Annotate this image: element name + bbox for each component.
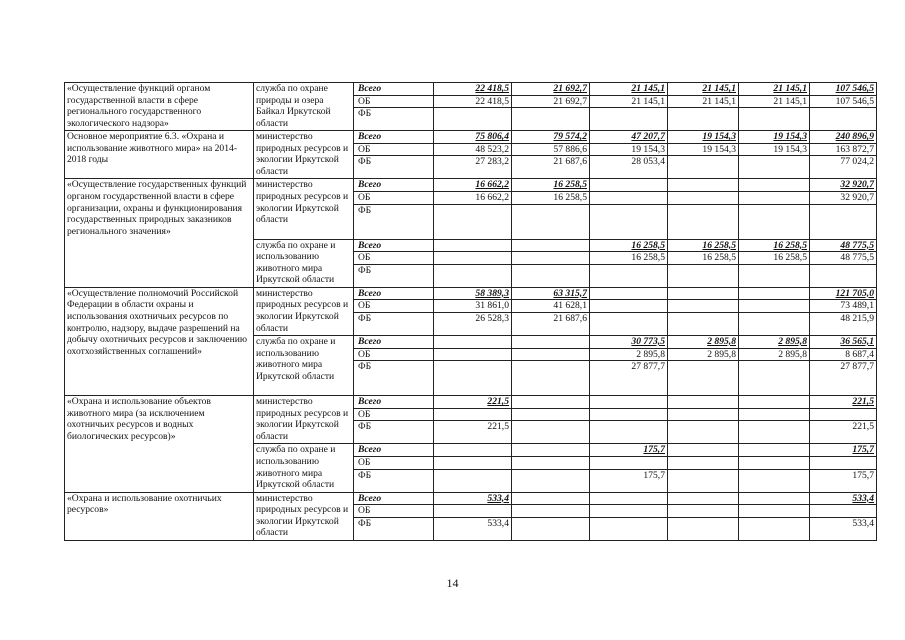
amount-cell <box>512 421 590 444</box>
amount-cell <box>434 361 512 396</box>
executor-cell: министерство природных ресурсов и экологии Иркутской области <box>254 131 354 179</box>
amount-cell <box>590 264 668 287</box>
amount-cell: 16 258,5 <box>590 239 668 252</box>
amount-cell: 21 687,6 <box>512 312 590 335</box>
amount-cell: 30 773,5 <box>590 335 668 348</box>
table-row <box>65 287 877 300</box>
funding-source-cell: ОБ <box>354 505 434 518</box>
amount-cell <box>512 517 590 540</box>
amount-cell <box>512 469 590 492</box>
amount-cell: 21 145,1 <box>739 95 810 108</box>
executor-cell: служба по охране природы и озера Байкал Иркутской области <box>254 83 354 131</box>
amount-cell: 175,7 <box>590 469 668 492</box>
executor-cell: министерство природных ресурсов и экологии Иркутской области <box>254 287 354 335</box>
total-amount-cell: 77 024,2 <box>810 156 877 179</box>
amount-cell <box>512 505 590 518</box>
total-amount-cell: 48 775,5 <box>810 239 877 252</box>
amount-cell: 19 154,3 <box>668 143 739 156</box>
amount-cell <box>590 396 668 409</box>
amount-cell <box>739 312 810 335</box>
amount-cell: 16 258,5 <box>590 252 668 265</box>
total-amount-cell: 163 872,7 <box>810 143 877 156</box>
amount-cell: 16 258,5 <box>739 239 810 252</box>
total-amount-cell: 73 489,1 <box>810 300 877 313</box>
amount-cell <box>434 239 512 252</box>
amount-cell <box>739 179 810 192</box>
amount-cell <box>512 492 590 505</box>
amount-cell <box>668 505 739 518</box>
total-amount-cell: 221,5 <box>810 396 877 409</box>
amount-cell: 2 895,8 <box>668 348 739 361</box>
amount-cell <box>590 179 668 192</box>
funding-source-cell: Всего <box>354 335 434 348</box>
amount-cell <box>668 264 739 287</box>
amount-cell: 47 207,7 <box>590 131 668 144</box>
amount-cell <box>434 408 512 421</box>
amount-cell: 75 806,4 <box>434 131 512 144</box>
amount-cell: 58 389,3 <box>434 287 512 300</box>
executor-cell: министерство природных ресурсов и экологии Иркутской области <box>254 396 354 444</box>
amount-cell <box>739 492 810 505</box>
amount-cell <box>668 456 739 469</box>
total-amount-cell: 107 546,5 <box>810 95 877 108</box>
amount-cell <box>590 517 668 540</box>
amount-cell <box>512 204 590 239</box>
amount-cell: 2 895,8 <box>668 335 739 348</box>
funding-source-cell: ОБ <box>354 143 434 156</box>
amount-cell: 19 154,3 <box>668 131 739 144</box>
amount-cell <box>668 191 739 204</box>
amount-cell: 19 154,3 <box>739 131 810 144</box>
amount-cell <box>590 505 668 518</box>
amount-cell: 19 154,3 <box>739 143 810 156</box>
amount-cell <box>434 469 512 492</box>
total-amount-cell: 27 877,7 <box>810 361 877 396</box>
executor-cell: служба по охране и использованию животного мира Иркутской области <box>254 239 354 287</box>
amount-cell <box>739 396 810 409</box>
measure-name-cell: «Осуществление государственных функций органом государственной власти в сфере организации, охраны и функционирования государственных природных заказников регионального значения» <box>65 179 254 287</box>
amount-cell <box>739 517 810 540</box>
executor-cell: служба по охране и использованию животного мира Иркутской области <box>254 335 354 395</box>
amount-cell <box>739 191 810 204</box>
measure-name-cell: «Охрана и использование объектов животного мира (за исключением охотничьих ресурсов и водных биологических ресурсов)» <box>65 396 254 492</box>
amount-cell <box>590 204 668 239</box>
amount-cell: 175,7 <box>590 444 668 457</box>
amount-cell <box>739 264 810 287</box>
total-amount-cell: 48 775,5 <box>810 252 877 265</box>
amount-cell: 21 145,1 <box>590 83 668 96</box>
funding-source-cell: Всего <box>354 131 434 144</box>
amount-cell: 2 895,8 <box>739 335 810 348</box>
amount-cell <box>739 108 810 131</box>
amount-cell: 16 258,5 <box>668 239 739 252</box>
amount-cell <box>739 456 810 469</box>
amount-cell: 221,5 <box>434 421 512 444</box>
amount-cell <box>590 287 668 300</box>
amount-cell: 21 692,7 <box>512 83 590 96</box>
executor-cell: министерство природных ресурсов и экологии Иркутской области <box>254 179 354 239</box>
amount-cell <box>512 444 590 457</box>
total-amount-cell: 221,5 <box>810 421 877 444</box>
funding-source-cell: Всего <box>354 444 434 457</box>
amount-cell <box>434 348 512 361</box>
measure-name-cell: Основное мероприятие 6.3. «Охрана и использование животного мира» на 2014-2018 годы <box>65 131 254 179</box>
executor-cell: служба по охране и использованию животного мира Иркутской области <box>254 444 354 492</box>
amount-cell <box>590 408 668 421</box>
amount-cell <box>739 300 810 313</box>
amount-cell: 41 628,1 <box>512 300 590 313</box>
total-amount-cell: 107 546,5 <box>810 83 877 96</box>
amount-cell <box>668 179 739 192</box>
total-amount-cell: 32 920,7 <box>810 191 877 204</box>
amount-cell <box>668 361 739 396</box>
funding-source-cell: ФБ <box>354 469 434 492</box>
amount-cell: 31 861,0 <box>434 300 512 313</box>
amount-cell <box>668 287 739 300</box>
amount-cell: 21 692,7 <box>512 95 590 108</box>
amount-cell: 21 145,1 <box>668 83 739 96</box>
amount-cell: 21 145,1 <box>668 95 739 108</box>
amount-cell: 21 145,1 <box>739 83 810 96</box>
amount-cell <box>590 300 668 313</box>
amount-cell <box>590 191 668 204</box>
amount-cell: 57 886,6 <box>512 143 590 156</box>
amount-cell: 27 877,7 <box>590 361 668 396</box>
executor-cell: министерство природных ресурсов и экологии Иркутской области <box>254 492 354 540</box>
funding-source-cell: Всего <box>354 396 434 409</box>
amount-cell <box>512 264 590 287</box>
amount-cell: 16 258,5 <box>512 179 590 192</box>
amount-cell <box>512 408 590 421</box>
amount-cell: 2 895,8 <box>590 348 668 361</box>
amount-cell <box>512 348 590 361</box>
amount-cell <box>668 204 739 239</box>
total-amount-cell: 48 215,9 <box>810 312 877 335</box>
page-number: 14 <box>446 576 459 590</box>
amount-cell <box>512 335 590 348</box>
funding-source-cell: ОБ <box>354 456 434 469</box>
total-amount-cell: 32 920,7 <box>810 179 877 192</box>
amount-cell: 48 523,2 <box>434 143 512 156</box>
funding-source-cell: ОБ <box>354 348 434 361</box>
amount-cell <box>668 444 739 457</box>
funding-source-cell: Всего <box>354 239 434 252</box>
total-amount-cell: 36 565,1 <box>810 335 877 348</box>
amount-cell: 533,4 <box>434 492 512 505</box>
table-row <box>65 83 877 96</box>
amount-cell: 21 687,6 <box>512 156 590 179</box>
amount-cell <box>434 108 512 131</box>
amount-cell: 16 258,5 <box>668 252 739 265</box>
amount-cell <box>512 239 590 252</box>
funding-source-cell: ФБ <box>354 108 434 131</box>
amount-cell <box>668 492 739 505</box>
amount-cell <box>739 361 810 396</box>
funding-source-cell: ФБ <box>354 156 434 179</box>
funding-source-cell: ОБ <box>354 191 434 204</box>
amount-cell <box>434 444 512 457</box>
amount-cell <box>590 312 668 335</box>
funding-source-cell: ОБ <box>354 95 434 108</box>
amount-cell: 16 258,5 <box>739 252 810 265</box>
amount-cell: 79 574,2 <box>512 131 590 144</box>
funding-source-cell: ФБ <box>354 264 434 287</box>
amount-cell <box>512 108 590 131</box>
budget-table <box>64 82 877 541</box>
funding-source-cell: ФБ <box>354 517 434 540</box>
amount-cell <box>739 204 810 239</box>
amount-cell <box>739 505 810 518</box>
funding-source-cell: ФБ <box>354 204 434 239</box>
amount-cell <box>668 469 739 492</box>
total-amount-cell <box>810 204 877 239</box>
total-amount-cell: 121 705,0 <box>810 287 877 300</box>
amount-cell <box>668 396 739 409</box>
funding-source-cell: ФБ <box>354 361 434 396</box>
total-amount-cell <box>810 456 877 469</box>
funding-source-cell: ОБ <box>354 408 434 421</box>
total-amount-cell <box>810 108 877 131</box>
amount-cell <box>739 287 810 300</box>
amount-cell: 21 145,1 <box>590 95 668 108</box>
funding-source-cell: Всего <box>354 287 434 300</box>
amount-cell: 533,4 <box>434 517 512 540</box>
amount-cell <box>434 204 512 239</box>
table-row <box>65 131 877 144</box>
amount-cell: 26 528,3 <box>434 312 512 335</box>
amount-cell <box>668 517 739 540</box>
total-amount-cell <box>810 505 877 518</box>
funding-source-cell: ОБ <box>354 300 434 313</box>
amount-cell: 27 283,2 <box>434 156 512 179</box>
amount-cell <box>590 456 668 469</box>
budget-table-container <box>64 82 876 541</box>
amount-cell <box>434 505 512 518</box>
amount-cell: 16 258,5 <box>512 191 590 204</box>
amount-cell <box>590 421 668 444</box>
amount-cell: 221,5 <box>434 396 512 409</box>
amount-cell: 28 053,4 <box>590 156 668 179</box>
funding-source-cell: ОБ <box>354 252 434 265</box>
amount-cell <box>590 492 668 505</box>
amount-cell: 63 315,7 <box>512 287 590 300</box>
amount-cell <box>668 421 739 444</box>
amount-cell <box>512 252 590 265</box>
measure-name-cell: «Осуществление полномочий Российской Федерации в области охраны и использования охотничьих ресурсов по контролю, надзору, выдаче разрешений на добычу охотничьих ресурсов и заключению охотхозяйственных соглашений» <box>65 287 254 395</box>
table-row <box>65 179 877 192</box>
table-row <box>65 396 877 409</box>
amount-cell: 16 662,2 <box>434 179 512 192</box>
amount-cell <box>739 408 810 421</box>
amount-cell <box>739 156 810 179</box>
amount-cell <box>434 252 512 265</box>
amount-cell <box>668 300 739 313</box>
measure-name-cell: «Охрана и использование охотничьих ресурсов» <box>65 492 254 540</box>
amount-cell <box>434 264 512 287</box>
amount-cell <box>739 444 810 457</box>
amount-cell: 22 418,5 <box>434 83 512 96</box>
amount-cell: 2 895,8 <box>739 348 810 361</box>
table-row <box>65 492 877 505</box>
funding-source-cell: ФБ <box>354 312 434 335</box>
funding-source-cell: Всего <box>354 492 434 505</box>
amount-cell <box>668 156 739 179</box>
amount-cell <box>512 396 590 409</box>
total-amount-cell: 8 687,4 <box>810 348 877 361</box>
total-amount-cell <box>810 408 877 421</box>
total-amount-cell <box>810 264 877 287</box>
amount-cell <box>590 108 668 131</box>
total-amount-cell: 175,7 <box>810 444 877 457</box>
budget-table-body <box>65 83 877 541</box>
amount-cell: 22 418,5 <box>434 95 512 108</box>
amount-cell <box>668 408 739 421</box>
funding-source-cell: Всего <box>354 179 434 192</box>
amount-cell <box>512 361 590 396</box>
measure-name-cell: «Осуществление функций органом государственной власти в сфере регионального государственного экологического надзора» <box>65 83 254 131</box>
amount-cell: 19 154,3 <box>590 143 668 156</box>
total-amount-cell: 175,7 <box>810 469 877 492</box>
total-amount-cell: 533,4 <box>810 517 877 540</box>
amount-cell: 16 662,2 <box>434 191 512 204</box>
total-amount-cell: 240 896,9 <box>810 131 877 144</box>
funding-source-cell: Всего <box>354 83 434 96</box>
funding-source-cell: ФБ <box>354 421 434 444</box>
amount-cell <box>668 312 739 335</box>
total-amount-cell: 533,4 <box>810 492 877 505</box>
amount-cell <box>739 469 810 492</box>
amount-cell <box>512 456 590 469</box>
amount-cell <box>434 335 512 348</box>
amount-cell <box>668 108 739 131</box>
amount-cell <box>434 456 512 469</box>
amount-cell <box>739 421 810 444</box>
